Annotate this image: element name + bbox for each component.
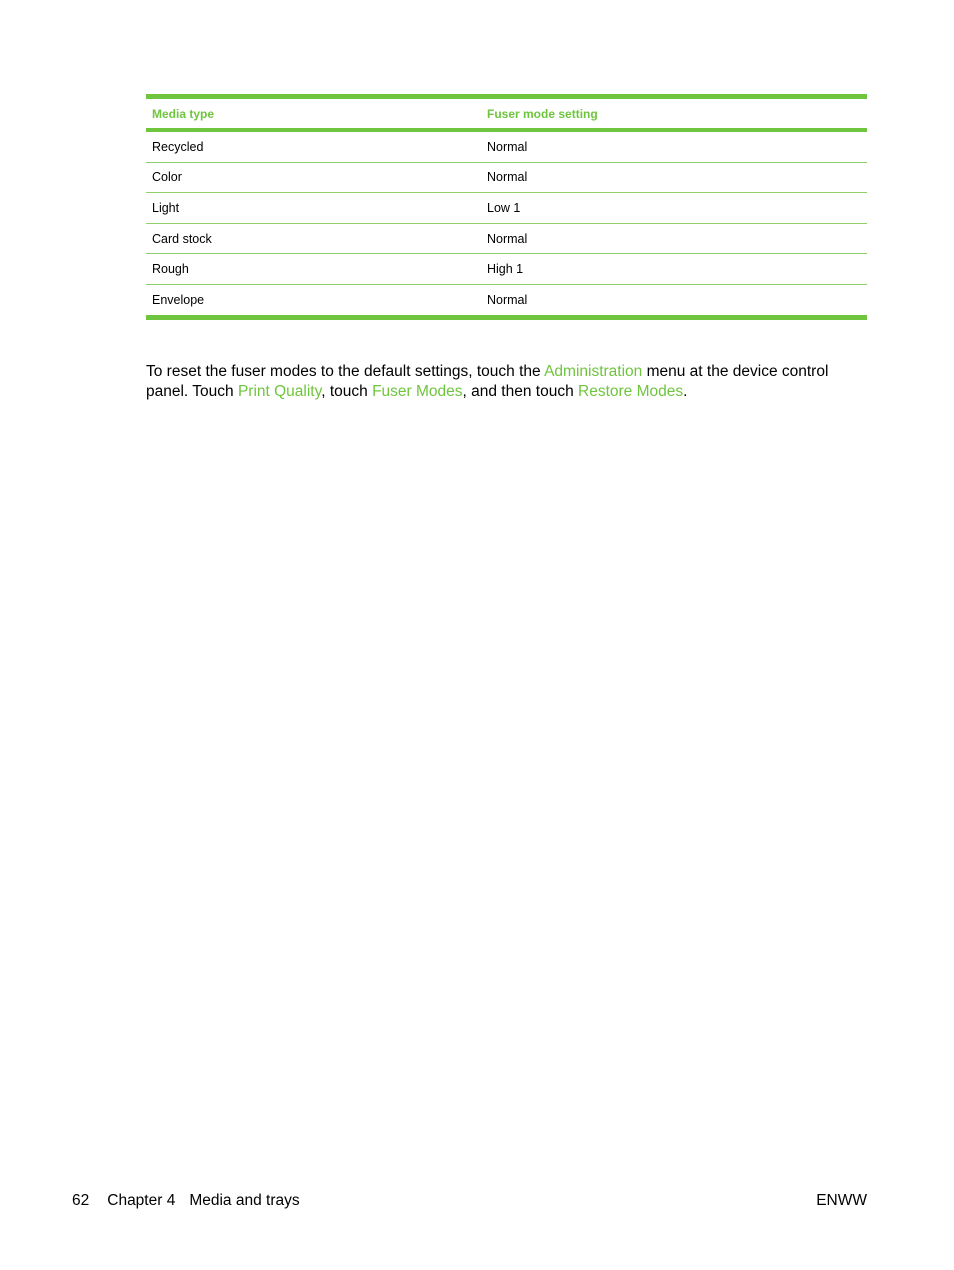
- paragraph-text: To reset the fuser modes to the default settings, touch the: [146, 362, 545, 380]
- footer-left: [72, 1192, 300, 1210]
- fuser-mode-cell: Normal: [487, 292, 528, 307]
- fuser-mode-cell: Normal: [487, 170, 528, 185]
- fuser-modes-menu-link[interactable]: Fuser Modes: [372, 382, 463, 400]
- paragraph-text: menu at the device control panel. Touch: [146, 362, 829, 400]
- table-header-row: [146, 99, 867, 132]
- paragraph-text: , and then touch: [462, 382, 578, 400]
- table-row: [146, 254, 867, 285]
- media-type-cell: Light: [152, 200, 180, 215]
- chapter-label: Chapter 4: [107, 1192, 176, 1209]
- media-type-cell: Envelope: [152, 292, 205, 307]
- footer-right-label: ENWW: [816, 1192, 867, 1209]
- administration-menu-link[interactable]: Administration: [544, 362, 643, 380]
- chapter-title: Media and trays: [189, 1192, 300, 1209]
- media-type-cell: Recycled: [152, 139, 204, 154]
- table-row: [146, 224, 867, 255]
- table-row: [146, 132, 867, 163]
- table-row: [146, 193, 867, 224]
- table-row: [146, 163, 867, 194]
- page-number: 62: [72, 1192, 90, 1209]
- paragraph-text: .: [683, 382, 688, 400]
- media-type-cell: Card stock: [152, 231, 212, 246]
- table-row: [146, 285, 867, 315]
- header-fuser-mode-setting: Fuser mode setting: [487, 106, 598, 121]
- page-footer: [72, 1192, 867, 1210]
- fuser-mode-table: [146, 94, 867, 320]
- restore-modes-menu-link[interactable]: Restore Modes: [578, 382, 684, 400]
- fuser-mode-cell: Normal: [487, 231, 528, 246]
- paragraph-text: , touch: [321, 382, 373, 400]
- reset-instructions-paragraph: [146, 362, 866, 402]
- fuser-mode-cell: High 1: [487, 262, 524, 277]
- media-type-cell: Rough: [152, 262, 189, 277]
- table-bottom-rule: [146, 315, 867, 320]
- print-quality-menu-link[interactable]: Print Quality: [237, 382, 322, 400]
- media-type-cell: Color: [152, 170, 182, 185]
- fuser-mode-cell: Low 1: [487, 200, 521, 215]
- header-media-type: Media type: [152, 106, 215, 121]
- fuser-mode-cell: Normal: [487, 139, 528, 154]
